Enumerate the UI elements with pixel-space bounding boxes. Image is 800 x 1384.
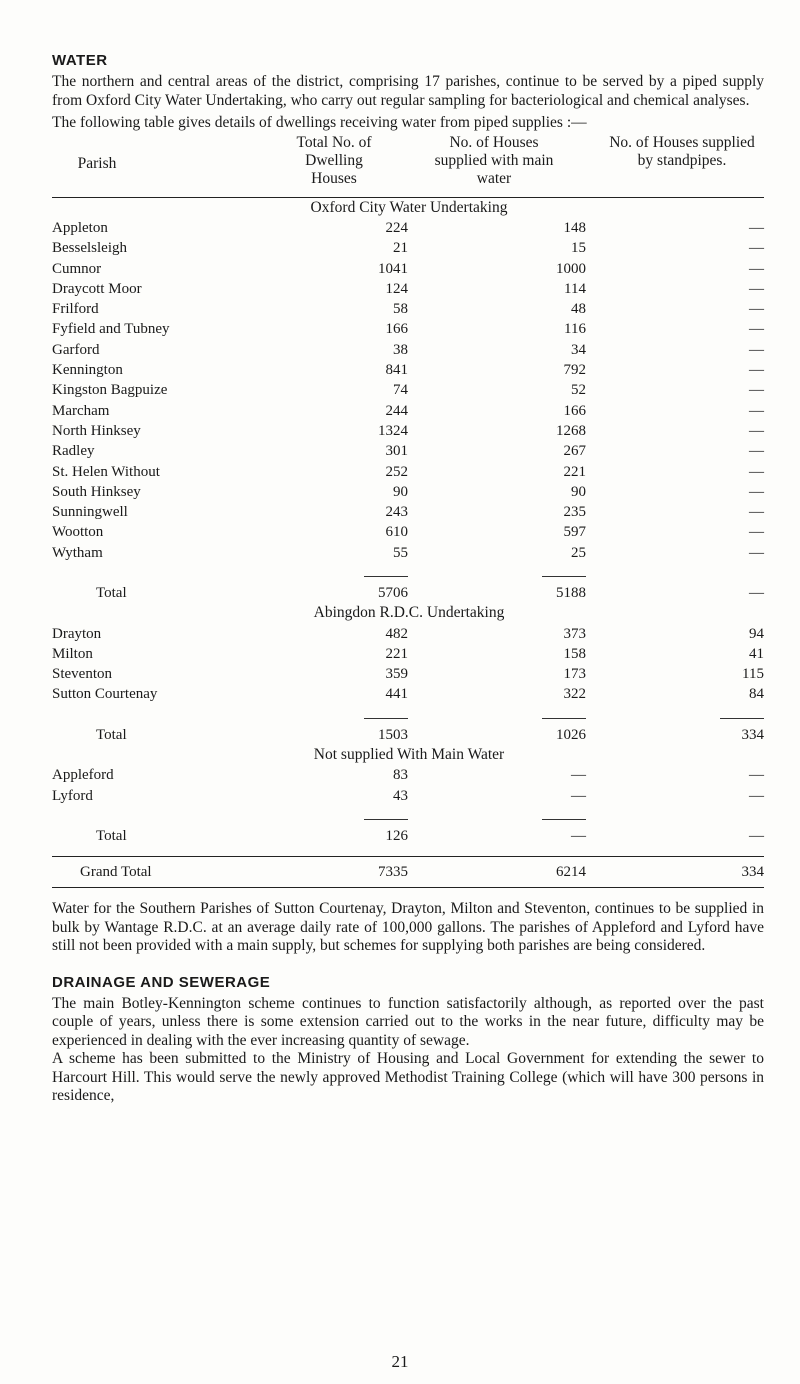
standpipes-cell: — [749, 483, 764, 500]
table-row [52, 279, 764, 299]
main-water-cell: 792 [563, 362, 586, 379]
table-row [52, 623, 764, 643]
table-row [52, 360, 764, 380]
standpipes-cell: — [749, 260, 764, 277]
standpipes-cell: — [749, 301, 764, 318]
standpipes-cell: — [749, 443, 764, 460]
section-total-row [52, 583, 764, 603]
total-label: Total [96, 827, 127, 844]
parish-cell: St. Helen Without [52, 463, 160, 480]
total-dwellings-cell: 301 [385, 443, 408, 460]
subtotal-underline [720, 718, 764, 719]
standpipes-cell: — [749, 422, 764, 439]
total-dwellings-cell: 1503 [378, 726, 408, 743]
total-dwellings-cell: 482 [385, 625, 408, 642]
main-water-cell: — [571, 767, 586, 784]
main-water-cell: 597 [563, 524, 586, 541]
main-water-cell: 90 [571, 483, 586, 500]
document-page [52, 52, 764, 1106]
parish-cell: North Hinksey [52, 422, 141, 439]
subtotal-rule-row [52, 705, 764, 725]
grand-total-dwellings: 7335 [230, 857, 408, 888]
water-paragraph-2: The following table gives details of dwellings receiving water from piped supplies :— [52, 114, 587, 131]
main-water-cell: 34 [571, 341, 586, 358]
table-row [52, 786, 764, 806]
total-dwellings-cell: 841 [385, 362, 408, 379]
total-dwellings-cell: 43 [393, 787, 408, 804]
standpipes-cell: 84 [749, 686, 764, 703]
parish-cell: Sunningwell [52, 504, 128, 521]
header-standpipes: No. of Houses supplied by standpipes. [609, 133, 755, 169]
main-water-cell: 1026 [556, 726, 586, 743]
main-water-cell: 1000 [556, 260, 586, 277]
rule-cell [408, 705, 586, 725]
standpipes-cell: — [749, 584, 764, 601]
header-main: No. of Houses supplied with main water [434, 133, 554, 187]
total-dwellings-cell: 224 [385, 219, 408, 236]
total-dwellings-cell: 1324 [378, 422, 408, 439]
subtotal-underline [364, 819, 408, 820]
rule-cell [586, 806, 764, 826]
drainage-heading: DRAINAGE AND SEWERAGE [52, 973, 271, 991]
main-water-cell: 114 [564, 280, 586, 297]
table-row [52, 340, 764, 360]
table-row [52, 218, 764, 238]
grand-total-main-water: 6214 [408, 857, 586, 888]
parish-cell: South Hinksey [52, 483, 141, 500]
section-title-spacer [586, 603, 764, 623]
section-total-row [52, 725, 764, 745]
main-water-cell: 116 [564, 321, 586, 338]
main-water-cell: 322 [563, 686, 586, 703]
spacer-cell [52, 846, 764, 857]
standpipes-cell: — [749, 767, 764, 784]
subtotal-underline [542, 819, 586, 820]
grand-total-standpipes: 334 [586, 857, 764, 888]
table-row [52, 238, 764, 258]
parish-cell: Besselsleigh [52, 240, 127, 257]
standpipes-cell: — [749, 240, 764, 257]
parish-cell: Milton [52, 645, 93, 662]
main-water-cell: 52 [571, 382, 586, 399]
standpipes-cell: — [749, 463, 764, 480]
section-title: Abingdon R.D.C. Undertaking [313, 604, 505, 622]
subtotal-rule-row [52, 563, 764, 583]
standpipes-cell: 94 [749, 625, 764, 642]
total-dwellings-cell: 126 [385, 827, 408, 844]
subtotal-rule-row [52, 806, 764, 826]
table-row [52, 421, 764, 441]
main-water-cell: 148 [563, 219, 586, 236]
page-number: 21 [391, 1352, 409, 1371]
table-row [52, 319, 764, 339]
standpipes-cell: — [749, 341, 764, 358]
standpipes-cell: — [749, 504, 764, 521]
subtotal-underline [364, 718, 408, 719]
parish-cell: Appleton [52, 219, 108, 236]
total-dwellings-cell: 441 [385, 686, 408, 703]
table-row [52, 543, 764, 563]
main-water-cell: 166 [563, 402, 586, 419]
parish-cell: Wootton [52, 524, 104, 541]
total-dwellings-cell: 38 [393, 341, 408, 358]
water-paragraph-1: The northern and central areas of the district, comprising 17 parishes, continue to be served by a piped supply from Oxford City Water Undertaking, who carry out regular sampling for bacteriological and chemical analyses. [52, 73, 764, 109]
main-water-cell: 173 [563, 666, 586, 683]
total-dwellings-cell: 5706 [378, 584, 408, 601]
section-title-spacer [586, 745, 764, 765]
section-title-row [52, 745, 764, 765]
standpipes-cell: — [749, 524, 764, 541]
table-row [52, 441, 764, 461]
subtotal-underline [542, 576, 586, 577]
standpipes-cell: — [749, 787, 764, 804]
total-dwellings-cell: 243 [385, 504, 408, 521]
total-dwellings-cell: 90 [393, 483, 408, 500]
total-dwellings-cell: 244 [385, 402, 408, 419]
section-title-spacer [586, 198, 764, 218]
standpipes-cell: — [749, 402, 764, 419]
table-row [52, 664, 764, 684]
section-title: Oxford City Water Undertaking [310, 198, 508, 216]
parish-cell: Garford [52, 341, 100, 358]
total-dwellings-cell: 55 [393, 544, 408, 561]
spacer-row [52, 846, 764, 857]
rule-cell [52, 705, 230, 725]
parish-cell: Kennington [52, 362, 123, 379]
rule-cell [230, 705, 408, 725]
table-row [52, 684, 764, 704]
total-dwellings-cell: 83 [393, 767, 408, 784]
main-water-cell: 373 [563, 625, 586, 642]
total-label: Total [96, 726, 127, 743]
rule-cell [230, 563, 408, 583]
standpipes-cell: — [749, 219, 764, 236]
section-total-row [52, 826, 764, 846]
total-dwellings-cell: 221 [385, 645, 408, 662]
main-water-cell: 15 [571, 240, 586, 257]
main-water-cell: 267 [563, 443, 586, 460]
total-dwellings-cell: 166 [385, 321, 408, 338]
parish-cell: Drayton [52, 625, 102, 642]
rule-cell [52, 563, 230, 583]
standpipes-cell: 115 [742, 666, 764, 683]
standpipes-cell: — [749, 544, 764, 561]
main-water-cell: 5188 [556, 584, 586, 601]
parish-cell: Radley [52, 443, 95, 460]
total-dwellings-cell: 1041 [378, 260, 408, 277]
water-heading: WATER [52, 52, 108, 69]
table-row [52, 765, 764, 785]
main-water-cell: 235 [563, 504, 586, 521]
parish-cell: Lyford [52, 787, 93, 804]
parish-cell: Frilford [52, 301, 99, 318]
header-parish: Parish [77, 154, 117, 172]
total-dwellings-cell: 359 [385, 666, 408, 683]
main-water-cell: 221 [563, 463, 586, 480]
main-water-cell: 158 [563, 645, 586, 662]
rule-cell [230, 806, 408, 826]
table-row [52, 522, 764, 542]
main-water-cell: — [571, 787, 586, 804]
parish-cell: Fyfield and Tubney [52, 321, 170, 338]
parish-cell: Steventon [52, 666, 112, 683]
section-title-row [52, 198, 764, 218]
total-dwellings-cell: 252 [385, 463, 408, 480]
main-water-cell: — [571, 827, 586, 844]
drainage-paragraph-2: A scheme has been submitted to the Ministry of Housing and Local Government for extending the sewer to Harcourt Hill. This would serve the newly approved Methodist Training College (which will have 300 persons in residence, [52, 1050, 764, 1105]
total-dwellings-cell: 21 [393, 240, 408, 257]
total-label: Total [96, 584, 127, 601]
rule-cell [408, 806, 586, 826]
standpipes-cell: 334 [741, 726, 764, 743]
parish-cell: Sutton Courtenay [52, 686, 158, 703]
parish-cell: Marcham [52, 402, 110, 419]
parish-cell: Wytham [52, 544, 103, 561]
section-title-row [52, 603, 764, 623]
main-water-cell: 1268 [556, 422, 586, 439]
rule-cell [52, 806, 230, 826]
total-dwellings-cell: 124 [385, 280, 408, 297]
standpipes-cell: — [749, 362, 764, 379]
table-row [52, 461, 764, 481]
table-row [52, 502, 764, 522]
rule-cell [586, 563, 764, 583]
subtotal-underline [364, 576, 408, 577]
grand-total-row [52, 857, 764, 888]
table-row [52, 482, 764, 502]
total-dwellings-cell: 610 [385, 524, 408, 541]
standpipes-cell: 41 [749, 645, 764, 662]
total-dwellings-cell: 58 [393, 301, 408, 318]
total-dwellings-cell: 74 [393, 382, 408, 399]
table-header [52, 133, 764, 195]
parish-cell: Kingston Bagpuize [52, 382, 168, 399]
table-row [52, 258, 764, 278]
table-row [52, 400, 764, 420]
after-table-paragraph: Water for the Southern Parishes of Sutton Courtenay, Drayton, Milton and Steventon, continues to be supplied in bulk by Wantage R.D.C. at an average daily rate of 100,000 gallons. The parishes of Appleford and Lyford have still not been provided with a main supply, but schemes for supplying both parishes are being considered. [52, 900, 764, 955]
table-row [52, 380, 764, 400]
parish-cell: Appleford [52, 767, 114, 784]
standpipes-cell: — [749, 321, 764, 338]
water-supply-table [52, 198, 764, 889]
parish-cell: Draycott Moor [52, 280, 142, 297]
header-total: Total No. of Dwelling Houses [296, 133, 372, 187]
table-row [52, 644, 764, 664]
table-row [52, 299, 764, 319]
standpipes-cell: — [749, 382, 764, 399]
main-water-cell: 25 [571, 544, 586, 561]
grand-total-label: Grand Total [52, 857, 230, 888]
main-water-cell: 48 [571, 301, 586, 318]
section-title: Not supplied With Main Water [313, 746, 505, 764]
rule-cell [408, 563, 586, 583]
drainage-paragraph-1: The main Botley-Kennington scheme continues to function satisfactorily although, as reported over the past couple of years, unless there is some extension carried out to the works in the near future, difficulty may be experienced in dealing with the ever increasing quantity of sewage. [52, 994, 764, 1049]
parish-cell: Cumnor [52, 260, 102, 277]
standpipes-cell: — [749, 280, 764, 297]
subtotal-underline [542, 718, 586, 719]
standpipes-cell: — [749, 827, 764, 844]
rule-cell [586, 705, 764, 725]
